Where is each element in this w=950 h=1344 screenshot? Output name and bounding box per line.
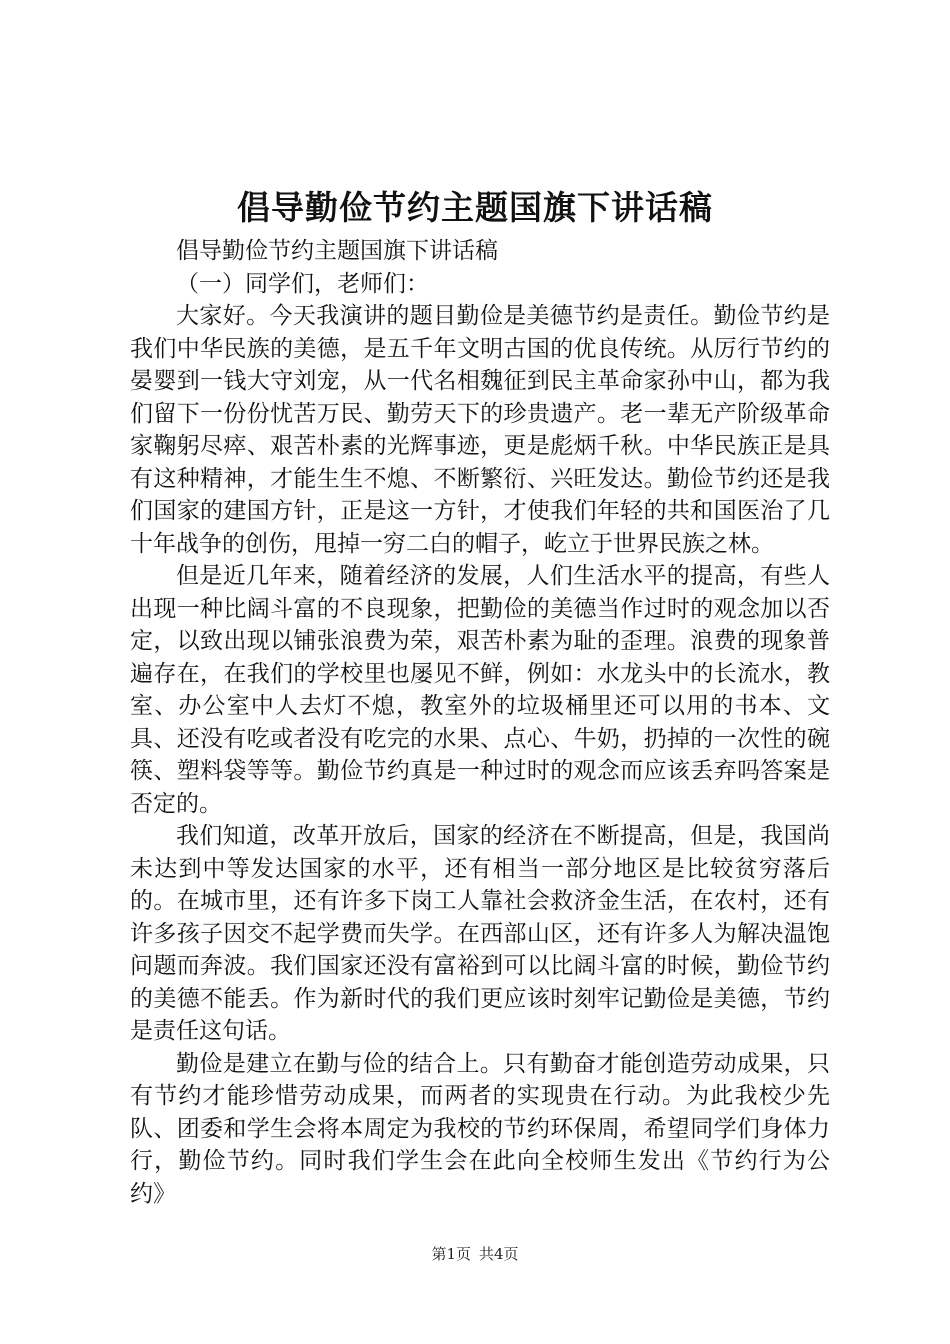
document-title: 倡导勤俭节约主题国旗下讲话稿 [237, 188, 713, 227]
body-paragraph: 但是近几年来，随着经济的发展，人们生活水平的提高，有些人出现一种比阔斗富的不良现象，把勤俭的美德当作过时的观念加以否定，以致出现以铺张浪费为荣，艰苦朴素为耻的歪理。浪费的现象普遍存在，在我们的学校里也屡见不鲜，例如：水龙头中的长流水，教室、办公室中人去灯不熄，教室外的垃圾桶里还可以用的书本、文具、还没有吃或者没有吃完的水果、点心、牛奶，扔掉的一次性的碗筷、塑料袋等等。勤俭节约真是一种过时的观念而应该丢弃吗答案是否定的。 [130, 563, 830, 817]
page-number: 第1页 [431, 1245, 471, 1263]
page-footer [0, 1244, 950, 1264]
greeting-paragraph: （一）同学们，老师们： [176, 270, 429, 297]
document-body [130, 235, 830, 1210]
page-total: 共4页 [479, 1245, 519, 1263]
body-paragraph: 大家好。今天我演讲的题目勤俭是美德节约是责任。勤俭节约是我们中华民族的美德，是五千年文明古国的优良传统。从厉行节约的晏婴到一钱大守刘宠，从一代名相魏征到民主革命家孙中山，都为我们留下一份份忧苦万民、勤劳天下的珍贵遗产。老一辈无产阶级革命家鞠躬尽瘁、艰苦朴素的光辉事迹，更是彪炳千秋。中华民族正是具有这种精神，才能生生不熄、不断繁衍、兴旺发达。勤俭节约还是我们国家的建国方针，正是这一方针，才使我们年轻的共和国医治了几十年战争的创伤，甩掉一穷二白的帽子，屹立于世界民族之林。 [130, 303, 830, 557]
body-paragraph: 我们知道，改革开放后，国家的经济在不断提高，但是，我国尚未达到中等发达国家的水平，还有相当一部分地区是比较贫穷落后的。在城市里，还有许多下岗工人靠社会救济金生活，在农村，还有许多孩子因交不起学费而失学。在西部山区，还有许多人为解决温饱问题而奔波。我们国家还没有富裕到可以比阔斗富的时候，勤俭节约的美德不能丢。作为新时代的我们更应该时刻牢记勤俭是美德，节约是责任这句话。 [130, 823, 830, 1044]
body-paragraph: 勤俭是建立在勤与俭的结合上。只有勤奋才能创造劳动成果，只有节约才能珍惜劳动成果，而两者的实现贵在行动。为此我校少先队、团委和学生会将本周定为我校的节约环保周，希望同学们身体力行，勤俭节约。同时我们学生会在此向全校师生发出《节约行为公约》 [130, 1050, 830, 1207]
subtitle-paragraph: 倡导勤俭节约主题国旗下讲话稿 [176, 238, 498, 264]
